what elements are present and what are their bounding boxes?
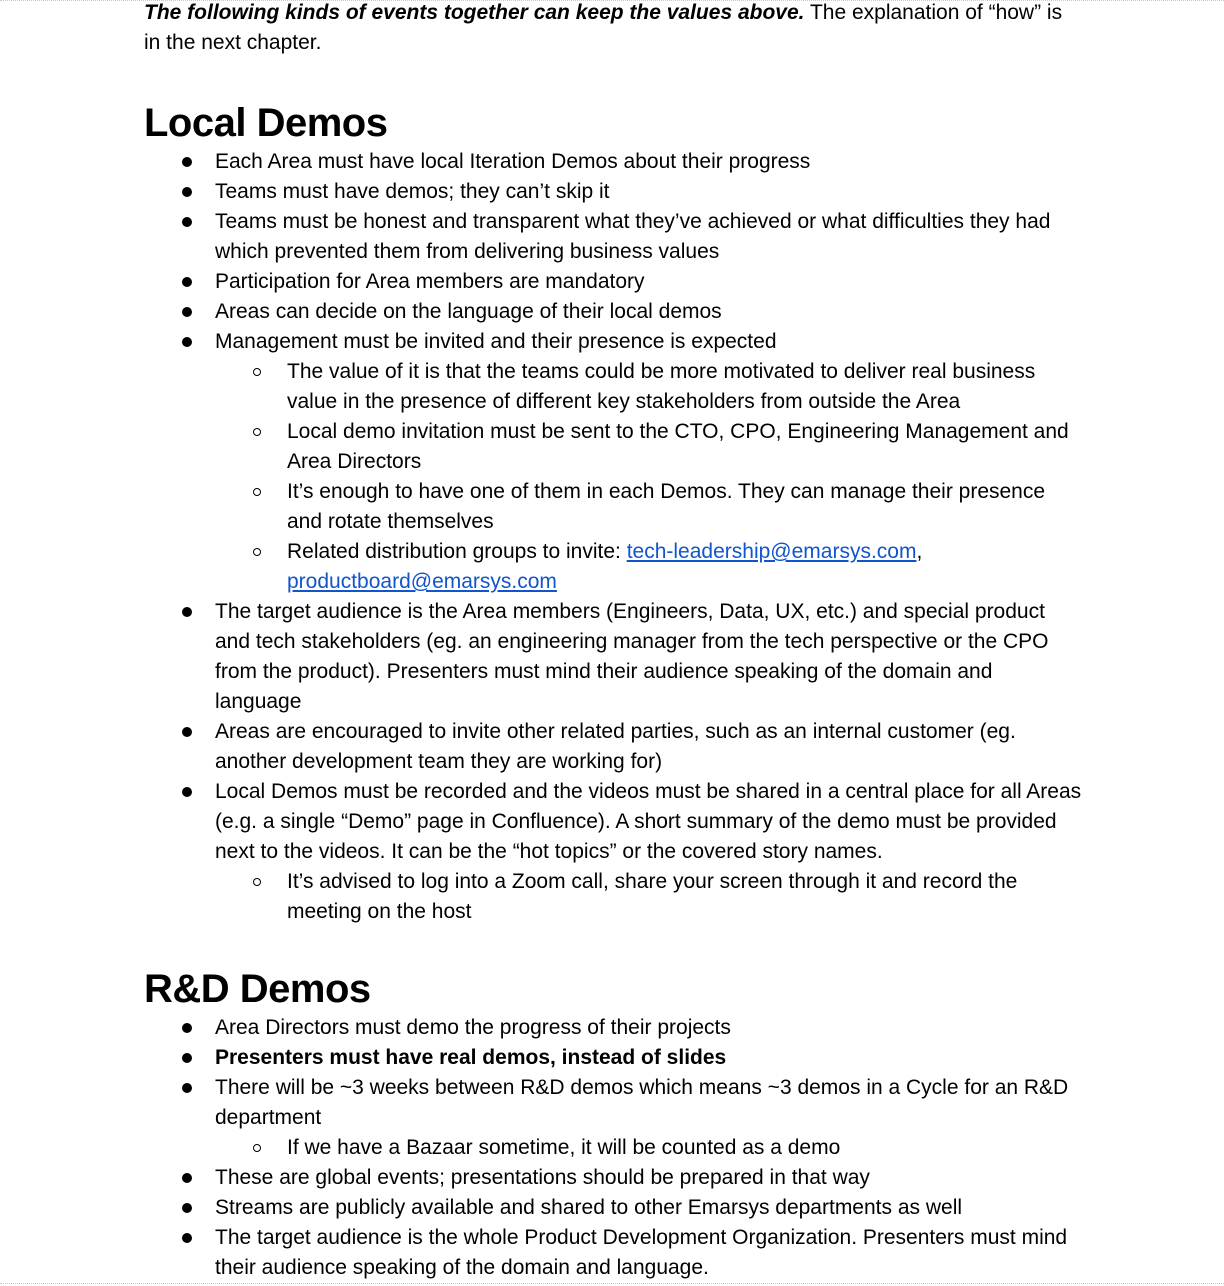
sub-bullet-icon bbox=[253, 428, 261, 436]
list-item bbox=[144, 1013, 1084, 1043]
list-item-text: Teams must be honest and transparent what they’ve achieved or what difficulties they had which prevented them from delivering business values bbox=[215, 210, 1051, 263]
bullet-icon bbox=[182, 1203, 192, 1213]
list-item bbox=[144, 297, 1084, 327]
sub-list-item bbox=[215, 1133, 1084, 1163]
list-item-text: Streams are publicly available and shared to other Emarsys departments as well bbox=[215, 1196, 963, 1219]
list-item-text: Areas can decide on the language of their local demos bbox=[215, 300, 722, 323]
list-item bbox=[144, 1043, 1084, 1073]
list-item-text: Area Directors must demo the progress of their projects bbox=[215, 1016, 731, 1039]
local-demos-list bbox=[144, 147, 1084, 927]
sub-list-item bbox=[215, 477, 1084, 537]
list-item-text: There will be ~3 weeks between R&D demos which means ~3 demos in a Cycle for an R&D department bbox=[215, 1076, 1069, 1129]
sub-list-item-text: It’s enough to have one of them in each Demos. They can manage their presence and rotate themselves bbox=[287, 480, 1046, 533]
sub-list-item-text: The value of it is that the teams could be more motivated to deliver real business value in the presence of different key stakeholders from outside the Area bbox=[287, 360, 1036, 413]
list-item bbox=[144, 147, 1084, 177]
list-item bbox=[144, 717, 1084, 777]
bazaar-sublist bbox=[215, 1133, 1084, 1163]
rnd-demos-heading: R&D Demos bbox=[144, 967, 371, 1011]
sub-list-item bbox=[215, 867, 1084, 927]
sub-list-item bbox=[215, 417, 1084, 477]
sub-bullet-icon bbox=[253, 488, 261, 496]
management-sublist bbox=[215, 357, 1084, 597]
list-item-text: Teams must have demos; they can’t skip it bbox=[215, 180, 610, 203]
bullet-icon bbox=[182, 277, 192, 287]
productboard-email-link[interactable]: productboard@emarsys.com bbox=[287, 570, 557, 593]
tech-leadership-email-link[interactable]: tech-leadership@emarsys.com bbox=[626, 540, 917, 563]
sub-bullet-icon bbox=[253, 548, 261, 556]
list-item bbox=[144, 1073, 1084, 1163]
bullet-icon bbox=[182, 607, 192, 617]
list-item-text-bold: Presenters must have real demos, instead of slides bbox=[215, 1046, 727, 1069]
list-item bbox=[144, 1193, 1084, 1223]
list-item bbox=[144, 777, 1084, 927]
sub-list-item-text: It’s advised to log into a Zoom call, share your screen through it and record the meeting on the host bbox=[287, 870, 1018, 923]
bullet-icon bbox=[182, 1023, 192, 1033]
list-item-text: The target audience is the Area members (Engineers, Data, UX, etc.) and special product and tech stakeholders (eg. an engineering manager from the tech perspective or the CPO from the product). Presenters must mind their audience speaking of the domain and language bbox=[215, 600, 1049, 713]
intro-paragraph bbox=[144, 0, 1084, 58]
sub-list-item bbox=[215, 537, 1084, 597]
list-item bbox=[144, 597, 1084, 717]
list-item bbox=[144, 177, 1084, 207]
sub-list-item-text: Local demo invitation must be sent to the CTO, CPO, Engineering Management and Area Directors bbox=[287, 420, 1069, 473]
recording-sublist bbox=[215, 867, 1084, 927]
bullet-icon bbox=[182, 157, 192, 167]
intro-bold-text: The following kinds of events together can keep the values above. bbox=[144, 1, 805, 24]
sub-bullet-icon bbox=[253, 1144, 261, 1152]
intro-rest-text: The explanation of “how” is in the next chapter. bbox=[144, 1, 1063, 54]
list-item-text: Each Area must have local Iteration Demos about their progress bbox=[215, 150, 811, 173]
local-demos-heading: Local Demos bbox=[144, 101, 388, 145]
sub-list-item bbox=[215, 357, 1084, 417]
list-item bbox=[144, 327, 1084, 597]
list-item-text: Local Demos must be recorded and the videos must be shared in a central place for all Areas (e.g. a single “Demo” page in Confluence). A short summary of the demo must be provided next to the videos. It can be the “hot topics” or the covered story names. bbox=[215, 780, 1082, 863]
distribution-label: Related distribution groups to invite: bbox=[287, 540, 627, 563]
list-item bbox=[144, 1223, 1084, 1283]
bullet-icon bbox=[182, 217, 192, 227]
list-item bbox=[144, 1163, 1084, 1193]
list-item-text: Management must be invited and their presence is expected bbox=[215, 330, 777, 353]
page-bottom-edge bbox=[0, 1283, 1224, 1284]
bullet-icon bbox=[182, 307, 192, 317]
rnd-demos-list bbox=[144, 1013, 1084, 1283]
list-item-text: These are global events; presentations should be prepared in that way bbox=[215, 1166, 870, 1189]
document-page bbox=[144, 0, 1084, 1283]
list-item-text: The target audience is the whole Product Development Organization. Presenters must mind their audience speaking of the domain and language. bbox=[215, 1226, 1068, 1279]
list-item bbox=[144, 267, 1084, 297]
sub-list-item-text: If we have a Bazaar sometime, it will be counted as a demo bbox=[287, 1136, 841, 1159]
bullet-icon bbox=[182, 787, 192, 797]
list-item-text: Participation for Area members are mandatory bbox=[215, 270, 645, 293]
bullet-icon bbox=[182, 1233, 192, 1243]
link-separator: , bbox=[916, 540, 923, 563]
list-item-text: Areas are encouraged to invite other related parties, such as an internal customer (eg. another development team they are working for) bbox=[215, 720, 1016, 773]
bullet-icon bbox=[182, 1053, 192, 1063]
bullet-icon bbox=[182, 1083, 192, 1093]
bullet-icon bbox=[182, 1173, 192, 1183]
bullet-icon bbox=[182, 187, 192, 197]
bullet-icon bbox=[182, 727, 192, 737]
sub-bullet-icon bbox=[253, 878, 261, 886]
bullet-icon bbox=[182, 337, 192, 347]
list-item bbox=[144, 207, 1084, 267]
sub-bullet-icon bbox=[253, 368, 261, 376]
